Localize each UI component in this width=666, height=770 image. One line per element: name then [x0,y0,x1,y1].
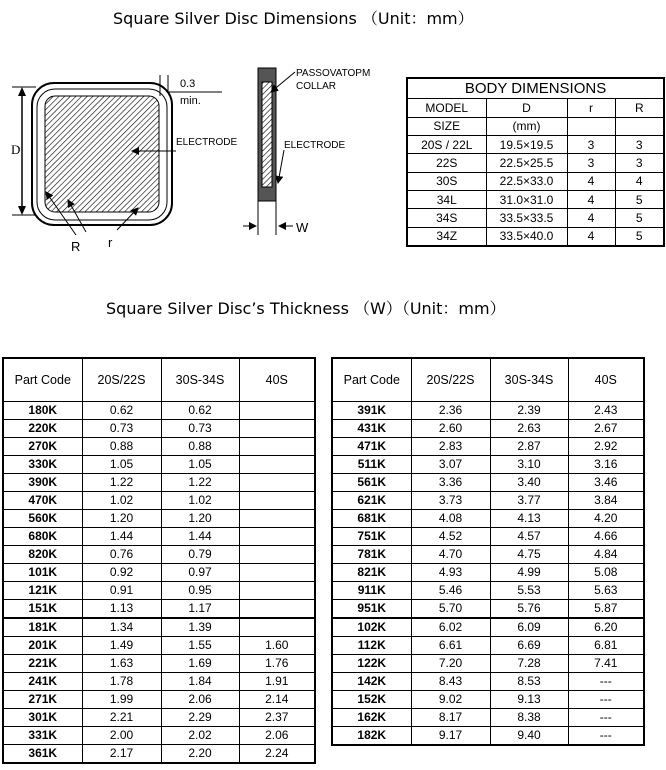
table-cell: 1.34 [82,618,161,637]
table-cell: 5 [615,191,664,209]
table-row [3,727,315,745]
table-cell: 6.02 [411,618,490,637]
table-cell: 5.08 [568,564,644,582]
table-cell: 1.55 [161,637,239,655]
part-code-cell: 820K [3,546,82,564]
table-cell [239,438,315,456]
table-cell: 0.73 [161,420,239,438]
table-row [3,438,315,456]
part-code-cell: 431K [332,420,411,438]
table-cell: 5.53 [490,582,568,600]
part-code-cell: 560K [3,510,82,528]
part-code-cell: 152K [332,691,411,709]
part-code-cell: 180K [3,402,82,420]
table-cell: 4.99 [490,564,568,582]
subheader-size: SIZE [407,117,486,135]
part-code-cell: 34L [407,191,486,209]
table-row [332,402,644,420]
table-cell: 1.39 [161,618,239,637]
table-cell: 5.76 [490,600,568,619]
table-cell: 3.16 [568,456,644,474]
header-40s: 40S [239,358,315,402]
label-electrode-front: ELECTRODE [176,137,238,148]
label-electrode-side: ELECTRODE [284,140,346,151]
table-cell: 2.36 [411,402,490,420]
table-cell: 1.63 [82,655,161,673]
part-code-cell: 680K [3,528,82,546]
part-code-cell: 201K [3,637,82,655]
table-cell: 4.57 [490,528,568,546]
table-cell: 4.75 [490,546,568,564]
part-code-cell: 22S [407,154,486,172]
part-code-cell: 142K [332,673,411,691]
table-row [3,474,315,492]
table-cell: 1.02 [161,492,239,510]
table-cell: 3 [567,136,615,154]
dimensions-title: Square Silver Disc Dimensions （Unit：mm） [113,9,474,28]
table-row [3,655,315,673]
part-code-cell: 102K [332,618,411,637]
table-cell: 2.06 [239,727,315,745]
part-code-cell: 270K [3,438,82,456]
table-cell [239,420,315,438]
table-cell: 19.5×19.5 [486,136,567,154]
table-cell: 8.38 [490,709,568,727]
part-code-cell: 20S / 22L [407,136,486,154]
part-code-cell: 151K [3,600,82,619]
label-gap-min: min. [180,95,201,107]
header-d: D [486,99,567,117]
table-cell: 0.91 [82,582,161,600]
table-cell: --- [568,691,644,709]
table-cell: --- [568,727,644,746]
table-row [332,709,644,727]
table-cell: 3.36 [411,474,490,492]
table-cell: 2.14 [239,691,315,709]
table-cell: 3.40 [490,474,568,492]
part-code-cell: 101K [3,564,82,582]
table-cell: 1.20 [161,510,239,528]
part-code-cell: 681K [332,510,411,528]
table-row [407,136,664,154]
header-part-code: Part Code [3,358,82,402]
table-row [407,209,664,227]
table-cell: 2.02 [161,727,239,745]
table-row [3,600,315,619]
table-cell: 5 [615,209,664,227]
table-cell: 2.00 [82,727,161,745]
front-view-diagram [0,70,245,260]
part-code-cell: 182K [332,727,411,746]
table-row [3,492,315,510]
header-30s-34s: 30S-34S [161,358,239,402]
table-cell: 3 [567,154,615,172]
table-cell: 3 [615,154,664,172]
table-cell: 3.77 [490,492,568,510]
table-cell [239,546,315,564]
label-R: R [71,239,81,254]
table-cell: 2.92 [568,438,644,456]
part-code-cell: 220K [3,420,82,438]
table-cell: 3.10 [490,456,568,474]
table-cell: 0.62 [82,402,161,420]
table-row [332,474,644,492]
table-cell: 0.92 [82,564,161,582]
label-gap-value: 0.3 [180,78,196,90]
table-cell: 8.43 [411,673,490,691]
table-cell: 1.20 [82,510,161,528]
table-cell: 2.17 [82,745,161,764]
table-cell: 9.13 [490,691,568,709]
table-row [3,618,315,637]
table-cell: 1.05 [161,456,239,474]
table-row [3,673,315,691]
part-code-cell: 470K [3,492,82,510]
table-cell: --- [568,709,644,727]
subheader-unit: (mm) [486,117,567,135]
table-cell: 1.91 [239,673,315,691]
header-model: MODEL [407,99,486,117]
table-cell: 2.20 [161,745,239,764]
table-cell: 6.20 [568,618,644,637]
table-cell: 1.78 [82,673,161,691]
thickness-table-right [331,357,645,746]
table-cell: 2.63 [490,420,568,438]
table-cell: 1.60 [239,637,315,655]
table-cell: 6.09 [490,618,568,637]
table-cell: 4 [567,172,615,190]
part-code-cell: 330K [3,456,82,474]
table-cell: 3.84 [568,492,644,510]
table-cell: 4.08 [411,510,490,528]
table-cell: 1.84 [161,673,239,691]
table-cell: 7.41 [568,655,644,673]
part-code-cell: 471K [332,438,411,456]
part-code-cell: 112K [332,637,411,655]
table-cell [239,618,315,637]
table-cell: 0.76 [82,546,161,564]
table-row [332,420,644,438]
thickness-table-left [2,357,316,764]
table-cell: 3.46 [568,474,644,492]
table-cell: 6.61 [411,637,490,655]
table-cell [239,510,315,528]
table-cell: 22.5×33.0 [486,172,567,190]
table-row [332,582,644,600]
table-cell: 1.02 [82,492,161,510]
part-code-cell: 271K [3,691,82,709]
label-w: W [296,220,309,235]
header-part-code: Part Code [332,358,411,402]
table-row [3,402,315,420]
table-cell: 0.95 [161,582,239,600]
table-cell [239,582,315,600]
table-row [332,492,644,510]
table-cell: 0.73 [82,420,161,438]
table-cell: 2.21 [82,709,161,727]
table-cell [239,474,315,492]
table-cell: 8.53 [490,673,568,691]
table-cell: 4 [567,191,615,209]
table-cell: 5.63 [568,582,644,600]
table-cell: 2.43 [568,402,644,420]
header-r-large: R [615,99,664,117]
table-cell [239,564,315,582]
table-row [332,510,644,528]
header-r-small: r [567,99,615,117]
table-cell: 4.13 [490,510,568,528]
table-cell: 31.0×31.0 [486,191,567,209]
table-row [332,637,644,655]
part-code-cell: 781K [332,546,411,564]
table-cell: 5.46 [411,582,490,600]
table-cell: 6.81 [568,637,644,655]
part-code-cell: 181K [3,618,82,637]
table-row [332,673,644,691]
table-row [332,528,644,546]
body-dimensions-title: BODY DIMENSIONS [407,78,664,99]
table-row [3,637,315,655]
table-row [332,691,644,709]
table-cell: 3.07 [411,456,490,474]
table-cell: --- [568,673,644,691]
table-cell: 1.22 [161,474,239,492]
table-cell: 1.17 [161,600,239,619]
table-row [3,564,315,582]
table-cell: 2.67 [568,420,644,438]
table-cell: 2.37 [239,709,315,727]
table-row [407,227,664,246]
header-30s-34s: 30S-34S [490,358,568,402]
table-cell: 1.05 [82,456,161,474]
part-code-cell: 390K [3,474,82,492]
header-20s-22s: 20S/22S [411,358,490,402]
table-cell: 2.83 [411,438,490,456]
table-cell: 33.5×40.0 [486,227,567,246]
subheader-empty [615,117,664,135]
table-cell: 6.69 [490,637,568,655]
table-cell: 1.44 [82,528,161,546]
table-cell: 1.99 [82,691,161,709]
table-cell: 4.84 [568,546,644,564]
table-cell [239,528,315,546]
table-cell: 4 [615,172,664,190]
table-cell: 1.49 [82,637,161,655]
table-cell: 33.5×33.5 [486,209,567,227]
table-row [3,456,315,474]
table-cell: 1.44 [161,528,239,546]
table-row [332,727,644,746]
table-row [3,546,315,564]
table-row [407,154,664,172]
side-electrode [262,82,272,187]
part-code-cell: 621K [332,492,411,510]
table-cell: 22.5×25.5 [486,154,567,172]
label-r: r [108,235,113,250]
table-cell: 0.88 [82,438,161,456]
table-cell: 3.73 [411,492,490,510]
subheader-empty [567,117,615,135]
table-cell: 5 [615,227,664,246]
body-dimensions-table [406,77,665,247]
table-cell: 2.24 [239,745,315,764]
table-cell [239,600,315,619]
label-d: D [11,142,21,157]
part-code-cell: 331K [3,727,82,745]
label-collar-1: PASSOVATOPM [296,68,371,79]
header-40s: 40S [568,358,644,402]
part-code-cell: 751K [332,528,411,546]
table-row [3,745,315,764]
thickness-title: Square Silver Disc’s Thickness （W）（Unit：mm） [106,299,506,318]
part-code-cell: 391K [332,402,411,420]
table-cell: 4 [567,227,615,246]
table-cell: 4.66 [568,528,644,546]
table-row [332,438,644,456]
table-row [407,191,664,209]
part-code-cell: 301K [3,709,82,727]
table-cell: 0.62 [161,402,239,420]
table-row [332,600,644,619]
part-code-cell: 30S [407,172,486,190]
table-cell: 2.87 [490,438,568,456]
table-row [332,618,644,637]
table-cell: 5.87 [568,600,644,619]
electrode-area [45,96,159,212]
table-cell: 0.88 [161,438,239,456]
part-code-cell: 34S [407,209,486,227]
table-cell [239,492,315,510]
table-cell: 2.39 [490,402,568,420]
table-row [332,655,644,673]
table-cell: 5.70 [411,600,490,619]
table-row [3,420,315,438]
part-code-cell: 121K [3,582,82,600]
table-cell: 7.28 [490,655,568,673]
table-row [332,564,644,582]
table-row [3,691,315,709]
table-cell: 0.97 [161,564,239,582]
table-cell: 7.20 [411,655,490,673]
label-collar-2: COLLAR [296,81,337,92]
table-cell: 9.40 [490,727,568,746]
table-row [332,546,644,564]
part-code-cell: 221K [3,655,82,673]
table-cell: 1.69 [161,655,239,673]
table-cell: 1.22 [82,474,161,492]
part-code-cell: 162K [332,709,411,727]
header-20s-22s: 20S/22S [82,358,161,402]
part-code-cell: 34Z [407,227,486,246]
part-code-cell: 122K [332,655,411,673]
table-cell: 9.02 [411,691,490,709]
table-cell: 1.13 [82,600,161,619]
table-cell: 4.20 [568,510,644,528]
table-cell [239,402,315,420]
table-cell: 4.93 [411,564,490,582]
table-cell: 2.60 [411,420,490,438]
table-row [407,172,664,190]
part-code-cell: 241K [3,673,82,691]
part-code-cell: 361K [3,745,82,764]
table-cell [239,456,315,474]
table-cell: 4.70 [411,546,490,564]
table-cell: 0.79 [161,546,239,564]
table-row [3,528,315,546]
table-cell: 4 [567,209,615,227]
table-row [3,709,315,727]
side-view-diagram [240,60,400,240]
table-row [3,582,315,600]
table-cell: 8.17 [411,709,490,727]
table-row [332,456,644,474]
part-code-cell: 561K [332,474,411,492]
part-code-cell: 821K [332,564,411,582]
part-code-cell: 511K [332,456,411,474]
table-cell: 1.76 [239,655,315,673]
part-code-cell: 951K [332,600,411,619]
table-cell: 3 [615,136,664,154]
table-cell: 9.17 [411,727,490,746]
table-cell: 4.52 [411,528,490,546]
table-row [3,510,315,528]
part-code-cell: 911K [332,582,411,600]
table-cell: 2.29 [161,709,239,727]
table-cell: 2.06 [161,691,239,709]
